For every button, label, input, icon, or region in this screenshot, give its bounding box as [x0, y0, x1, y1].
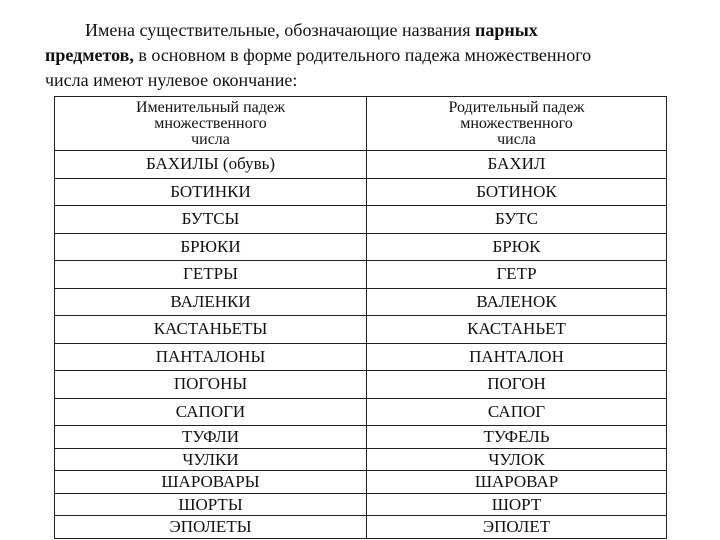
genitive-cell: ЧУЛОК — [367, 448, 667, 471]
table-row — [55, 471, 667, 494]
header-text: множественного — [460, 114, 573, 132]
header-text: Родительный падеж — [448, 98, 585, 116]
nominative-cell: ПАНТАЛОНЫ — [55, 343, 367, 371]
table-row — [55, 233, 667, 261]
genitive-cell: ТУФЕЛЬ — [367, 426, 667, 449]
genitive-cell: ГЕТР — [367, 261, 667, 289]
nominative-cell: КАСТАНЬЕТЫ — [55, 316, 367, 344]
nominative-cell: ВАЛЕНКИ — [55, 288, 367, 316]
genitive-cell: БРЮК — [367, 233, 667, 261]
nominative-cell: БОТИНКИ — [55, 178, 367, 206]
genitive-cell: КАСТАНЬЕТ — [367, 316, 667, 344]
nominative-cell: ТУФЛИ — [55, 426, 367, 449]
nominative-cell: ШОРТЫ — [55, 493, 367, 516]
table-row — [55, 206, 667, 234]
intro-line-1 — [45, 18, 685, 43]
header-text: числа — [191, 130, 230, 148]
header-nominative-plural — [55, 97, 367, 151]
intro-paragraph — [45, 18, 685, 93]
intro-line-3: числа имеют нулевое окончание: — [45, 70, 298, 90]
table-row — [55, 371, 667, 399]
table-row — [55, 493, 667, 516]
genitive-cell: ПАНТАЛОН — [367, 343, 667, 371]
table-row — [55, 178, 667, 206]
nominative-cell: САПОГИ — [55, 398, 367, 426]
nominative-cell: ЧУЛКИ — [55, 448, 367, 471]
nominative-cell: ГЕТРЫ — [55, 261, 367, 289]
table-row — [55, 316, 667, 344]
header-genitive-plural — [367, 97, 667, 151]
header-text: Именительный падеж — [135, 98, 286, 116]
table-row — [55, 398, 667, 426]
genitive-cell: ШОРТ — [367, 493, 667, 516]
nominative-cell: БУТСЫ — [55, 206, 367, 234]
intro-bold-objects: предметов, — [45, 45, 134, 65]
nominative-cell: БРЮКИ — [55, 233, 367, 261]
genitive-cell: ВАЛЕНОК — [367, 288, 667, 316]
genitive-cell: САПОГ — [367, 398, 667, 426]
table-row — [55, 343, 667, 371]
table-row — [55, 151, 667, 179]
table-row — [55, 426, 667, 449]
nominative-cell: ЭПОЛЕТЫ — [55, 516, 367, 539]
intro-bold-paired: парных — [474, 20, 538, 40]
genitive-cell: БОТИНОК — [367, 178, 667, 206]
table-row — [55, 288, 667, 316]
intro-line-2-text: в основном в форме родительного падежа множественного — [133, 45, 592, 65]
table-header-row — [55, 97, 667, 151]
header-text: множественного — [154, 114, 267, 132]
intro-line-2 — [45, 43, 685, 68]
genitive-cell: ШАРОВАР — [367, 471, 667, 494]
nominative-cell: БАХИЛЫ (обувь) — [55, 151, 367, 179]
genitive-cell: БАХИЛ — [367, 151, 667, 179]
genitive-cell: ЭПОЛЕТ — [367, 516, 667, 539]
table-row — [55, 516, 667, 539]
nominative-cell: ШАРОВАРЫ — [55, 471, 367, 494]
table-row — [55, 261, 667, 289]
genitive-cell: ПОГОН — [367, 371, 667, 399]
plural-nouns-table — [54, 96, 667, 539]
genitive-cell: БУТС — [367, 206, 667, 234]
header-text: числа — [497, 130, 536, 148]
table-row — [55, 448, 667, 471]
intro-line-1-text: Имена существительные, обозначающие названия — [85, 20, 475, 40]
nominative-cell: ПОГОНЫ — [55, 371, 367, 399]
